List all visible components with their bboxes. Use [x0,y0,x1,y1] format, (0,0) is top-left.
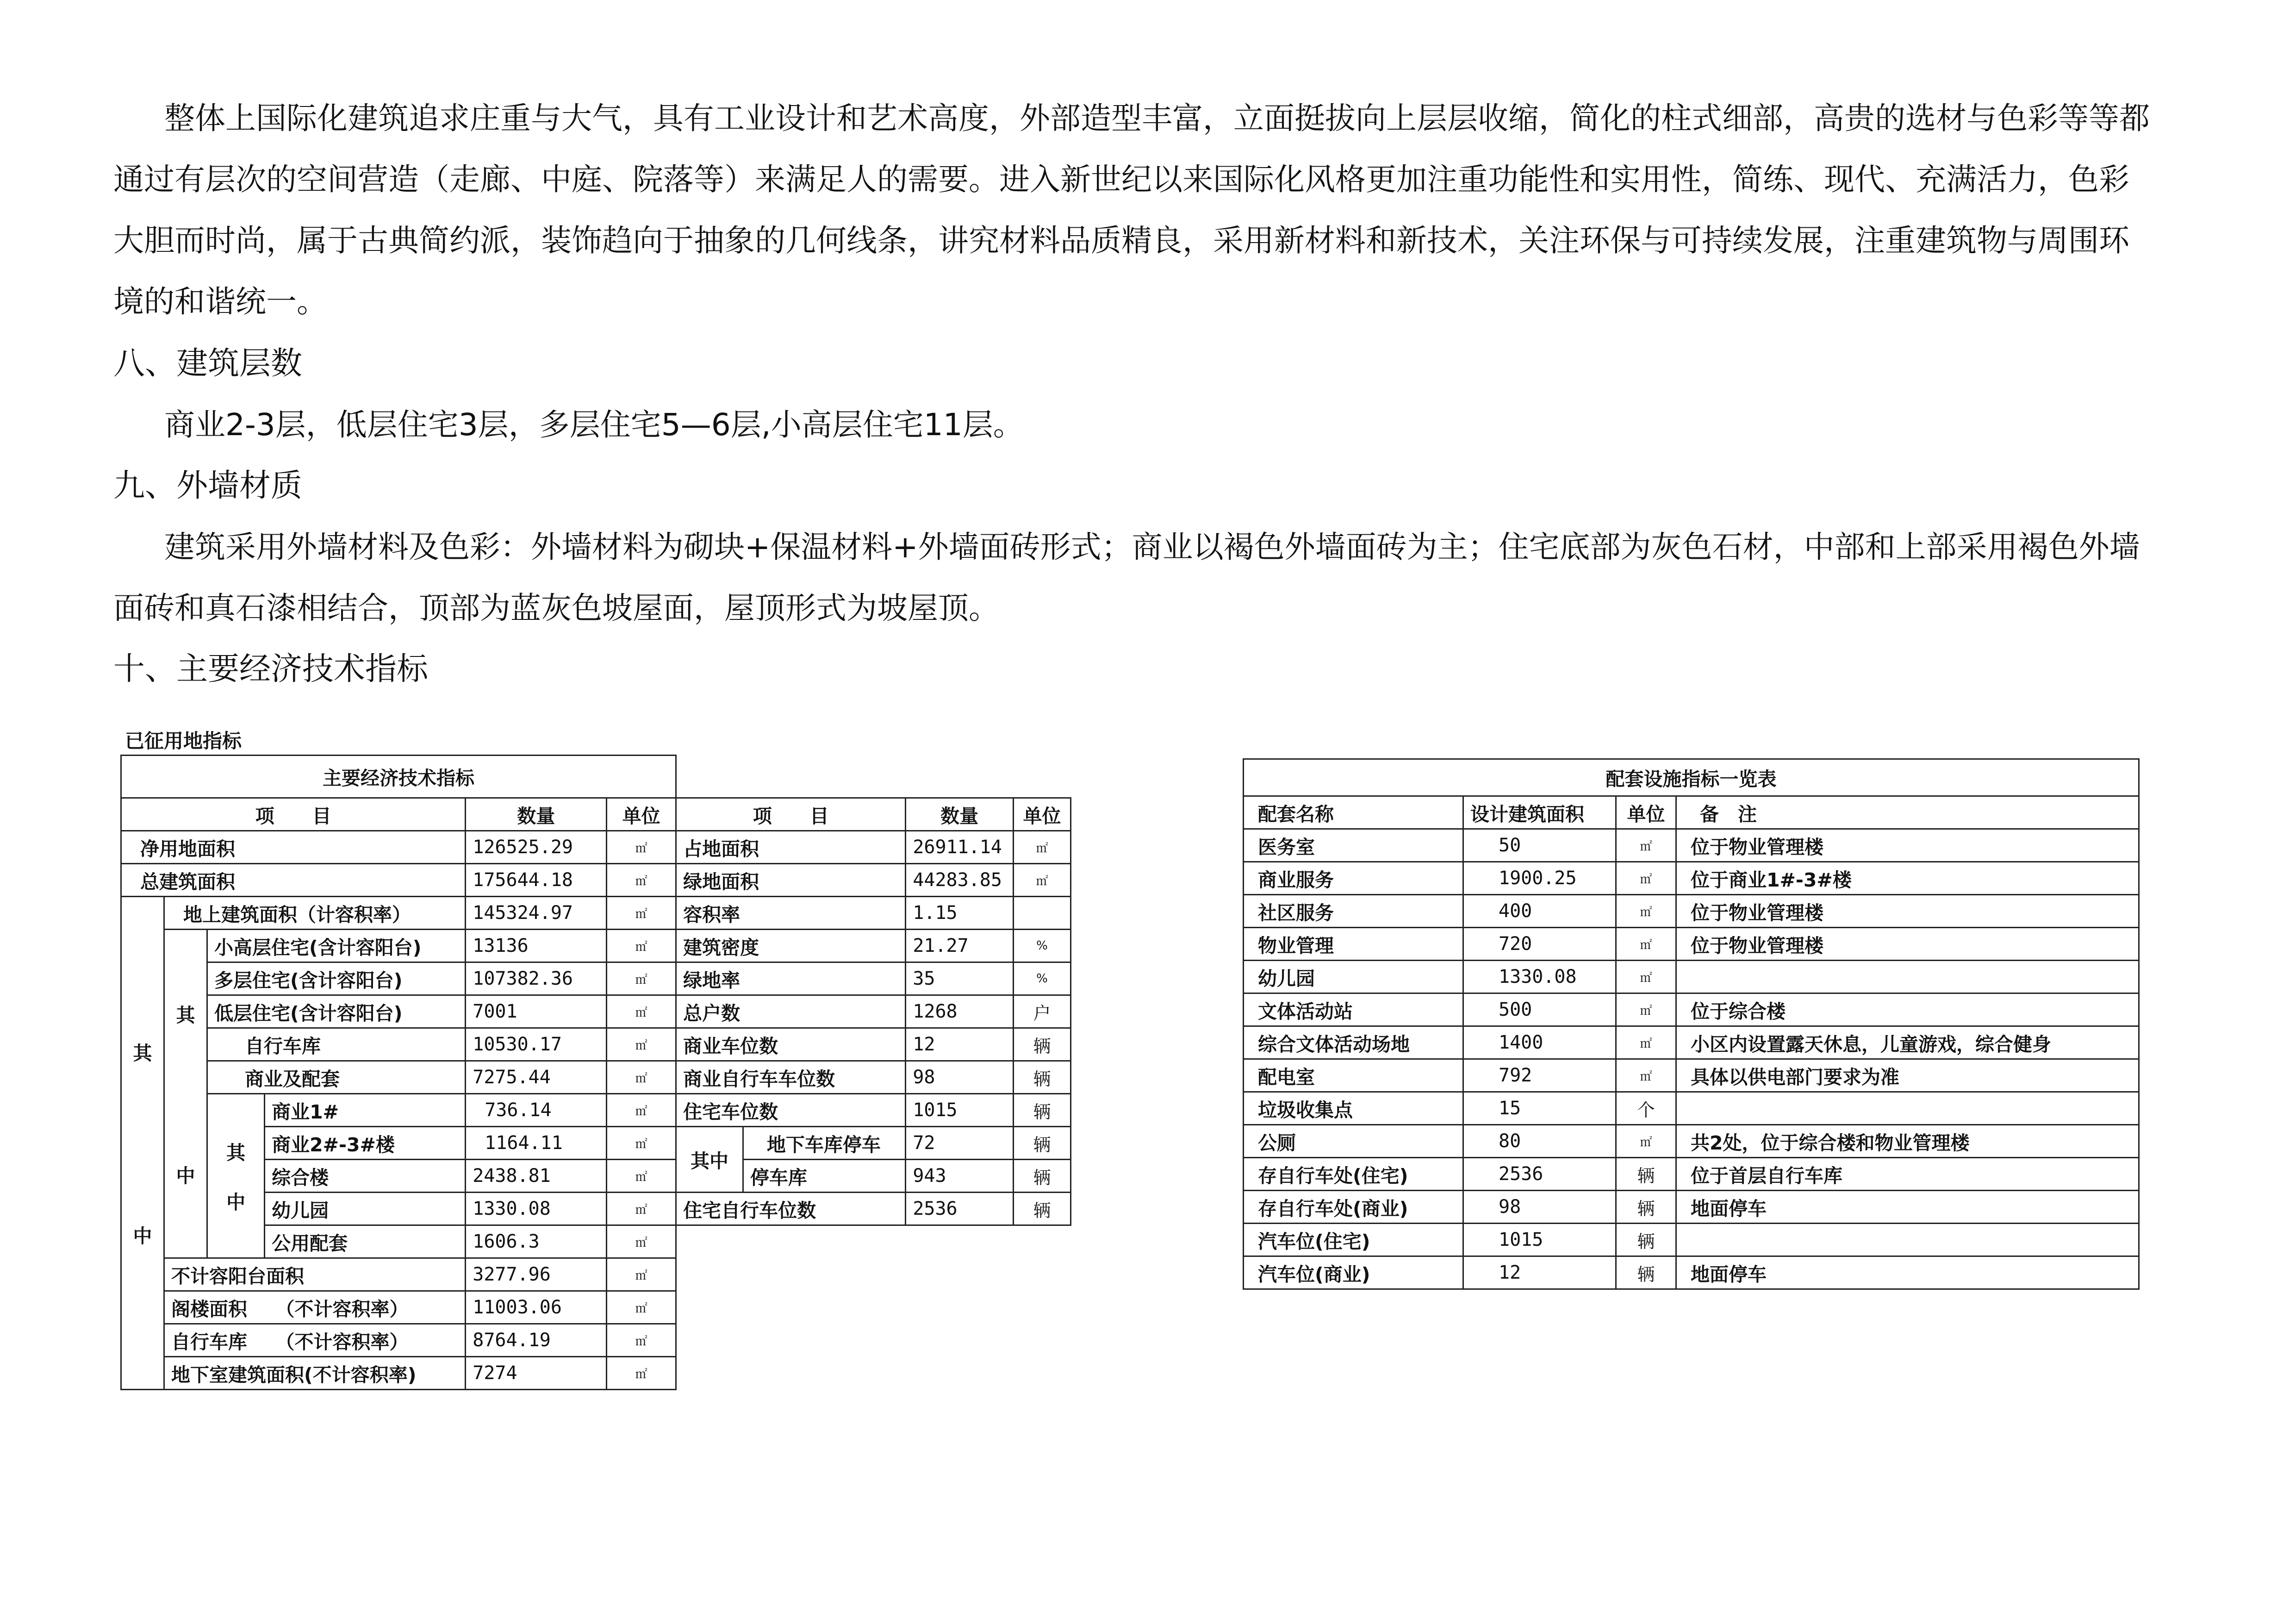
table-row [1244,1158,2139,1191]
row-qty: 11003.06 [466,1291,607,1324]
row-unit: ㎡ [607,897,676,930]
row-qty-2: 1.15 [906,897,1014,930]
row-unit-2: % [1013,962,1070,995]
facility-unit-cell: ㎡ [1616,829,1676,862]
table-row [1244,895,2139,928]
row-qty: 145324.97 [466,897,607,930]
row-qty: 175644.18 [466,864,607,897]
economic-indicators-table [120,755,1071,1390]
table-row [1244,928,2139,961]
facility-area-cell: 15 [1463,1092,1616,1125]
row-unit: ㎡ [607,1193,676,1225]
row-qty: 3277.96 [466,1258,607,1291]
table-row [121,831,1071,864]
table-row [121,1357,1071,1390]
row-qty-2: 26911.14 [906,831,1014,864]
row-qty: 7001 [466,995,607,1028]
facility-note-cell [1676,1092,2139,1125]
table-row [121,1258,1071,1291]
facility-note-cell: 共2处，位于综合楼和物业管理楼 [1676,1125,2139,1158]
row-unit: ㎡ [607,995,676,1028]
facility-name-cell: 文体活动站 [1244,993,1463,1026]
row-qty-2: 943 [906,1160,1014,1193]
facility-note-cell: 位于首层自行车库 [1676,1158,2139,1191]
row-qty-2: 72 [906,1127,1014,1160]
facility-unit-cell: ㎡ [1616,1026,1676,1059]
row-qty: 126525.29 [466,831,607,864]
row-unit: ㎡ [607,1291,676,1324]
facility-area-cell: 1900.25 [1463,862,1616,895]
row-label-2: 住宅车位数 [676,1094,906,1127]
row-label-2: 商业自行车车位数 [676,1061,906,1094]
facility-note-cell: 小区内设置露天休息，儿童游戏，综合健身 [1676,1026,2139,1059]
row-unit: ㎡ [607,831,676,864]
row-label-2: 绿地率 [676,962,906,995]
section-heading-floors: 八、建筑层数 [113,345,303,382]
row-label: 自行车库 [207,1028,466,1061]
row-qty-2: 21.27 [906,930,1014,962]
facility-unit-cell: 辆 [1616,1158,1676,1191]
header-facility-name: 配套名称 [1244,796,1463,829]
table-row [121,995,1071,1028]
row-label-2: 建筑密度 [676,930,906,962]
row-unit: ㎡ [607,1225,676,1258]
row-unit-2: ㎡ [1013,831,1070,864]
facility-name-cell: 汽车位(商业) [1244,1256,1463,1289]
row-unit: ㎡ [607,1094,676,1127]
row-label: 总建筑面积 [121,864,466,897]
left-table-title: 主要经济技术指标 [121,756,676,798]
facility-area-cell: 12 [1463,1256,1616,1289]
row-qty-2: 12 [906,1028,1014,1061]
header-qty: 数量 [466,798,607,831]
table-row [121,1094,1071,1127]
facility-area-cell: 792 [1463,1059,1616,1092]
table-row [1244,1125,2139,1158]
row-qty-2: 35 [906,962,1014,995]
facility-unit-cell: ㎡ [1616,928,1676,961]
row-unit-2: 辆 [1013,1061,1070,1094]
row-label-2: 住宅自行车位数 [676,1193,906,1225]
floors-paragraph: 商业2-3层，低层住宅3层，多层住宅5—6层,小高层住宅11层。 [164,407,1024,443]
row-unit-2: 辆 [1013,1127,1070,1160]
facility-name-cell: 存自行车处(住宅) [1244,1158,1463,1191]
row-unit-2: 辆 [1013,1028,1070,1061]
row-qty: 107382.36 [466,962,607,995]
facility-area-cell: 500 [1463,993,1616,1026]
row-label-2: 总户数 [676,995,906,1028]
table-row [1244,1092,2139,1125]
table-row [1244,829,2139,862]
row-qty: 1330.08 [466,1193,607,1225]
facilities-table [1243,758,2140,1290]
group-label-qizhong-outer: 其 中 [121,897,164,1390]
facility-note-cell: 位于物业管理楼 [1676,829,2139,862]
facility-unit-cell: ㎡ [1616,1059,1676,1092]
row-unit-2: % [1013,930,1070,962]
row-label: 地上建筑面积（计容积率） [164,897,466,930]
header-item-2: 项 目 [676,798,906,831]
facility-area-cell: 98 [1463,1191,1616,1224]
row-label: 商业1# [265,1094,466,1127]
table-row [1244,1026,2139,1059]
facility-name-cell: 存自行车处(商业) [1244,1191,1463,1224]
facility-name-cell: 商业服务 [1244,862,1463,895]
row-label-2: 绿地面积 [676,864,906,897]
facility-name-cell: 物业管理 [1244,928,1463,961]
row-qty: 1606.3 [466,1225,607,1258]
facility-name-cell: 公厕 [1244,1125,1463,1158]
row-label-2: 容积率 [676,897,906,930]
facility-name-cell: 社区服务 [1244,895,1463,928]
row-label: 净用地面积 [121,831,466,864]
facade-paragraph: 建筑采用外墙材料及色彩：外墙材料为砌块+保温材料+外墙面砖形式；商业以褐色外墙面砖为主；住宅底部为灰色石材，中部和上部采用褐色外墙面砖和真石漆相结合，顶部为蓝灰色坡屋面，屋顶形式为坡屋顶。 [113,529,2140,626]
group-label-parking: 其中 [676,1127,743,1193]
row-label: 商业及配套 [207,1061,466,1094]
facility-area-cell: 400 [1463,895,1616,928]
row-label: 商业2#-3#楼 [265,1127,466,1160]
row-qty: 1164.11 [466,1127,607,1160]
row-unit: ㎡ [607,930,676,962]
table-row [121,962,1071,995]
facility-unit-cell: ㎡ [1616,862,1676,895]
row-label-2: 停车库 [743,1160,905,1193]
facility-area-cell: 720 [1463,928,1616,961]
intro-paragraph: 整体上国际化建筑追求庄重与大气，具有工业设计和艺术高度，外部造型丰富，立面挺拔向上层层收缩，简化的柱式细部，高贵的选材与色彩等等都通过有层次的空间营造（走廊、中庭、院落等）来满足人的需要。进入新世纪以来国际化风格更加注重功能性和实用性，简练、现代、充满活力，色彩大胆而时尚，属于古典简约派，装饰趋向于抽象的几何线条，讲究材料品质精良，采用新材料和新技术，关注环保与可持续发展，注重建筑物与周围环境的和谐统一。 [113,100,2150,319]
row-label: 多层住宅(含计容阳台) [207,962,466,995]
row-label: 不计容阳台面积 [164,1258,466,1291]
table-row [1244,1059,2139,1092]
table-row [121,1061,1071,1094]
row-label: 阁楼面积 （不计容积率） [164,1291,466,1324]
facility-note-cell: 地面停车 [1676,1191,2139,1224]
row-qty-2: 1268 [906,995,1014,1028]
row-label: 幼儿园 [265,1193,466,1225]
facility-area-cell: 80 [1463,1125,1616,1158]
facility-area-cell: 1330.08 [1463,961,1616,993]
facility-area-cell: 50 [1463,829,1616,862]
row-unit: ㎡ [607,962,676,995]
facility-unit-cell: ㎡ [1616,993,1676,1026]
row-label-2: 地下车库停车 [743,1127,905,1160]
table-row [1244,862,2139,895]
section-heading-facade: 九、外墙材质 [113,468,303,504]
row-qty: 13136 [466,930,607,962]
facility-unit-cell: 辆 [1616,1256,1676,1289]
facility-name-cell: 汽车位(住宅) [1244,1224,1463,1256]
row-unit-2: 辆 [1013,1193,1070,1225]
section-heading-indicators: 十、主要经济技术指标 [113,651,429,687]
facility-note-cell: 地面停车 [1676,1256,2139,1289]
facility-note-cell: 位于商业1#-3#楼 [1676,862,2139,895]
row-unit: ㎡ [607,1160,676,1193]
header-qty-2: 数量 [906,798,1014,831]
facility-unit-cell: 辆 [1616,1191,1676,1224]
facility-area-cell: 2536 [1463,1158,1616,1191]
facility-unit-cell: 辆 [1616,1224,1676,1256]
row-label: 公用配套 [265,1225,466,1258]
facility-name-cell: 配电室 [1244,1059,1463,1092]
row-qty-2: 2536 [906,1193,1014,1225]
row-qty: 7275.44 [466,1061,607,1094]
facility-name-cell: 综合文体活动场地 [1244,1026,1463,1059]
header-note: 备 注 [1676,796,2139,829]
group-label-qizhong-inner: 其 中 [164,930,207,1258]
header-unit: 单位 [1616,796,1676,829]
row-label: 小高层住宅(含计容阳台) [207,930,466,962]
row-unit: ㎡ [607,1061,676,1094]
facility-unit-cell: ㎡ [1616,895,1676,928]
facility-note-cell [1676,961,2139,993]
row-label: 地下室建筑面积(不计容积率) [164,1357,466,1390]
row-qty-2: 44283.85 [906,864,1014,897]
facility-name-cell: 医务室 [1244,829,1463,862]
row-qty-2: 1015 [906,1094,1014,1127]
table-row [121,930,1071,962]
facility-note-cell: 位于物业管理楼 [1676,928,2139,961]
row-unit: ㎡ [607,1127,676,1160]
row-label: 低层住宅(含计容阳台) [207,995,466,1028]
row-qty: 2438.81 [466,1160,607,1193]
facility-note-cell: 位于综合楼 [1676,993,2139,1026]
facility-name-cell: 垃圾收集点 [1244,1092,1463,1125]
row-label-2: 占地面积 [676,831,906,864]
table-row [121,1028,1071,1061]
group-label-qizhong-commercial: 其 中 [207,1094,265,1258]
row-unit-2 [1013,897,1070,930]
facility-note-cell: 具体以供电部门要求为准 [1676,1059,2139,1092]
header-unit: 单位 [607,798,676,831]
row-unit: ㎡ [607,1357,676,1390]
header-design-area: 设计建筑面积 [1463,796,1616,829]
table-row [1244,1224,2139,1256]
facility-area-cell: 1400 [1463,1026,1616,1059]
row-unit-2: 辆 [1013,1094,1070,1127]
facility-area-cell: 1015 [1463,1224,1616,1256]
row-qty: 736.14 [466,1094,607,1127]
row-unit-2: ㎡ [1013,864,1070,897]
row-unit: ㎡ [607,1324,676,1357]
table-row [121,864,1071,897]
facility-unit-cell: 个 [1616,1092,1676,1125]
row-unit: ㎡ [607,1258,676,1291]
row-label-2: 商业车位数 [676,1028,906,1061]
table-row [1244,961,2139,993]
row-unit: ㎡ [607,1028,676,1061]
table-row [121,1324,1071,1357]
facility-note-cell [1676,1224,2139,1256]
table-row [121,1291,1071,1324]
row-label: 自行车库 （不计容积率） [164,1324,466,1357]
row-label: 综合楼 [265,1160,466,1193]
row-qty: 7274 [466,1357,607,1390]
table-row [1244,1191,2139,1224]
facility-unit-cell: ㎡ [1616,961,1676,993]
right-table-title: 配套设施指标一览表 [1244,759,2139,796]
table-row [1244,1256,2139,1289]
row-unit-2: 辆 [1013,1160,1070,1193]
land-indicators-caption: 已征用地指标 [125,730,242,752]
row-qty: 8764.19 [466,1324,607,1357]
header-unit-2: 单位 [1013,798,1070,831]
header-item: 项 目 [121,798,466,831]
facility-unit-cell: ㎡ [1616,1125,1676,1158]
row-unit-2: 户 [1013,995,1070,1028]
row-qty-2: 98 [906,1061,1014,1094]
facility-name-cell: 幼儿园 [1244,961,1463,993]
row-unit: ㎡ [607,864,676,897]
facility-note-cell: 位于物业管理楼 [1676,895,2139,928]
table-row [1244,993,2139,1026]
row-qty: 10530.17 [466,1028,607,1061]
table-row [121,897,1071,930]
